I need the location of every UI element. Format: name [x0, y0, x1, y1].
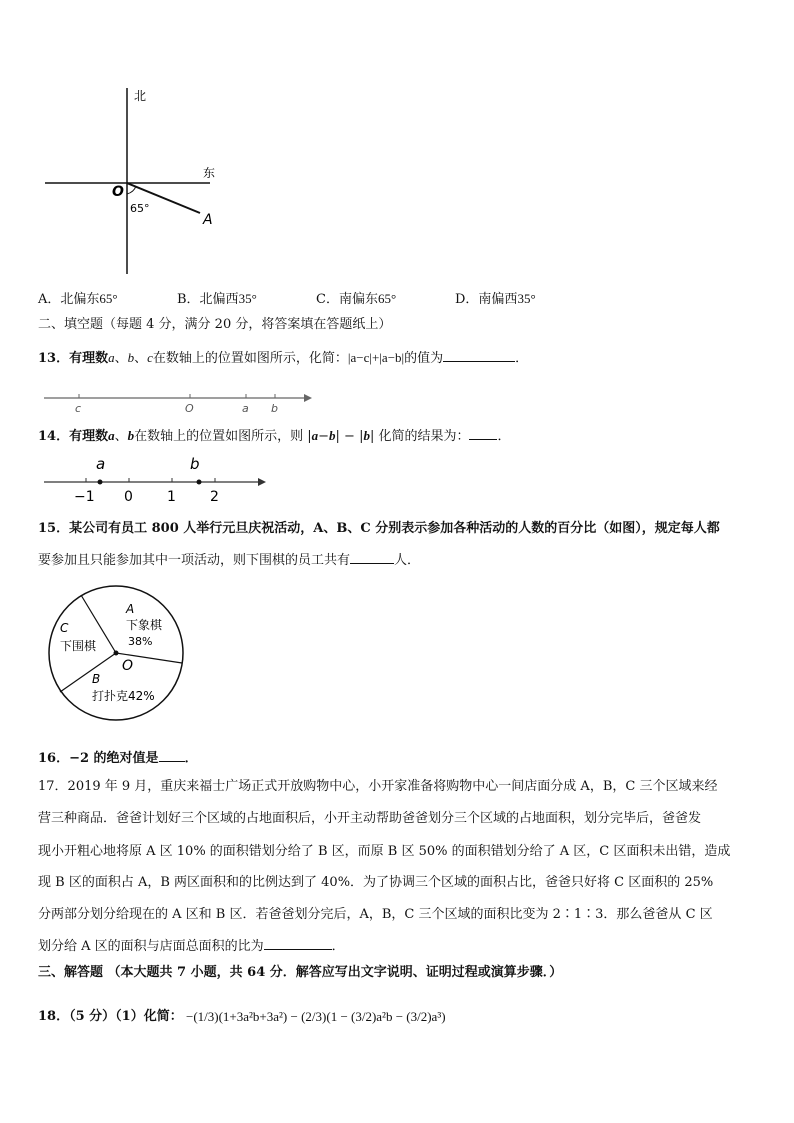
q17-line5: 分两部分划分给现在的 A 区和 B 区．若爸爸划分完后，A，B，C 三个区域的面积比变为 2∶1∶3．那么爸爸从 C 区 [38, 907, 713, 922]
q14-stem: 14．有理数a、b在数轴上的位置如图所示，则 |a−b| − |b| 化简的结果为： ． [38, 428, 511, 444]
q14-number-line [42, 454, 268, 506]
pie-a-name: 下象棋 [126, 618, 163, 632]
q12-option-b: B．北偏西35° [177, 291, 257, 307]
north-label: 北 [134, 89, 147, 103]
q13-number-line [42, 388, 314, 418]
q16-stem: 16．−2 的绝对值是 ． [38, 748, 198, 768]
section2-heading: 二、填空题（每题 4 分，满分 20 分，将答案填在答题纸上） [38, 317, 392, 332]
q17-line6: 划分给 A 区的面积与店面总面积的比为 ． [38, 936, 345, 956]
q17-line4: 现 B 区的面积占 A，B 两区面积和的比例达到了 40%．为了协调三个区域的面积占比，爸爸只好将 C 区面积的 25% [38, 875, 714, 890]
pie-center-label: O [122, 658, 134, 674]
q18-label: 18．（5 分）（1）化简： [38, 1009, 183, 1024]
q12-option-a: A．北偏东65° [38, 291, 118, 307]
q13-label-a: a [242, 402, 249, 415]
q15-pie-chart [46, 584, 188, 726]
q14-answer-blank[interactable] [469, 426, 497, 440]
origin-label: O [112, 184, 124, 200]
pie-c-letter: C [60, 621, 69, 635]
pie-b-name: 打扑克42% [92, 689, 155, 703]
pie-c-name: 下围棋 [60, 639, 97, 653]
q14-label-b: b [190, 455, 200, 473]
q17-line2: 营三种商品．爸爸计划好三个区域的占地面积后，小开主动帮助爸爸划分三个区域的占地面积，划分完毕后，爸爸发 [38, 811, 702, 826]
q13-answer-blank[interactable] [443, 348, 515, 362]
q17-line1: 17．2019 年 9 月，重庆来福士广场正式开放购物中心，小开家准备将购物中心一间店面分成 A，B，C 三个区域来经 [38, 779, 718, 794]
point-a-label: A [203, 212, 213, 228]
q14-point-a [98, 480, 103, 485]
section3-heading: 三、解答题 （本大题共 7 小题，共 64 分．解答应写出文字说明、证明过程或演算步骤．） [38, 965, 563, 980]
q15-line1: 15．某公司有员工 800 人举行元旦庆祝活动，A、B、C 分别表示参加各种活动的人数的百分比（如图），规定每人都 [38, 521, 720, 536]
q14-point-b [197, 480, 202, 485]
pie-a-pct: 38% [128, 635, 153, 648]
pie-radius-left [60, 653, 116, 692]
q12-option-c: C．南偏东65° [316, 291, 397, 307]
q15-answer-blank[interactable] [350, 550, 394, 564]
q18-expression: −(1/3)(1+3a²b+3a²) − (2/3)(1 − (3/2)a²b − (3/2)a³) [186, 1009, 446, 1024]
q13-label-c: c [75, 402, 82, 415]
q13-label-b: b [271, 402, 278, 415]
pie-a-letter: A [126, 602, 135, 616]
pie-center-dot [114, 651, 119, 656]
compass-figure [40, 86, 230, 278]
q15-line2: 要参加且只能参加其中一项活动，则下围棋的员工共有 人． [38, 550, 420, 570]
q17-answer-blank[interactable] [264, 936, 332, 950]
q14-tick-neg1: −1 [74, 489, 95, 505]
q13-stem: 13．有理数a、b、c在数轴上的位置如图所示，化简：|a−c|+|a−b|的值为 ． [38, 350, 529, 366]
q12-option-d: D．南偏西35° [455, 291, 536, 307]
east-label: 东 [203, 166, 216, 180]
q17-line3: 现小开粗心地将原 A 区 10% 的面积错划分给了 B 区，而原 B 区 50% 的面积错划分给了 A 区，C 区面积未出错，造成 [38, 844, 731, 859]
q13-label-o: O [185, 402, 194, 415]
q14-label-a: a [96, 455, 106, 473]
angle-label: 65° [130, 202, 150, 215]
q14-tick-0: 0 [124, 489, 133, 505]
q14-tick-1: 1 [167, 489, 176, 505]
q14-tick-2: 2 [210, 489, 219, 505]
pie-b-letter: B [92, 672, 101, 686]
q16-answer-blank[interactable] [159, 748, 185, 762]
